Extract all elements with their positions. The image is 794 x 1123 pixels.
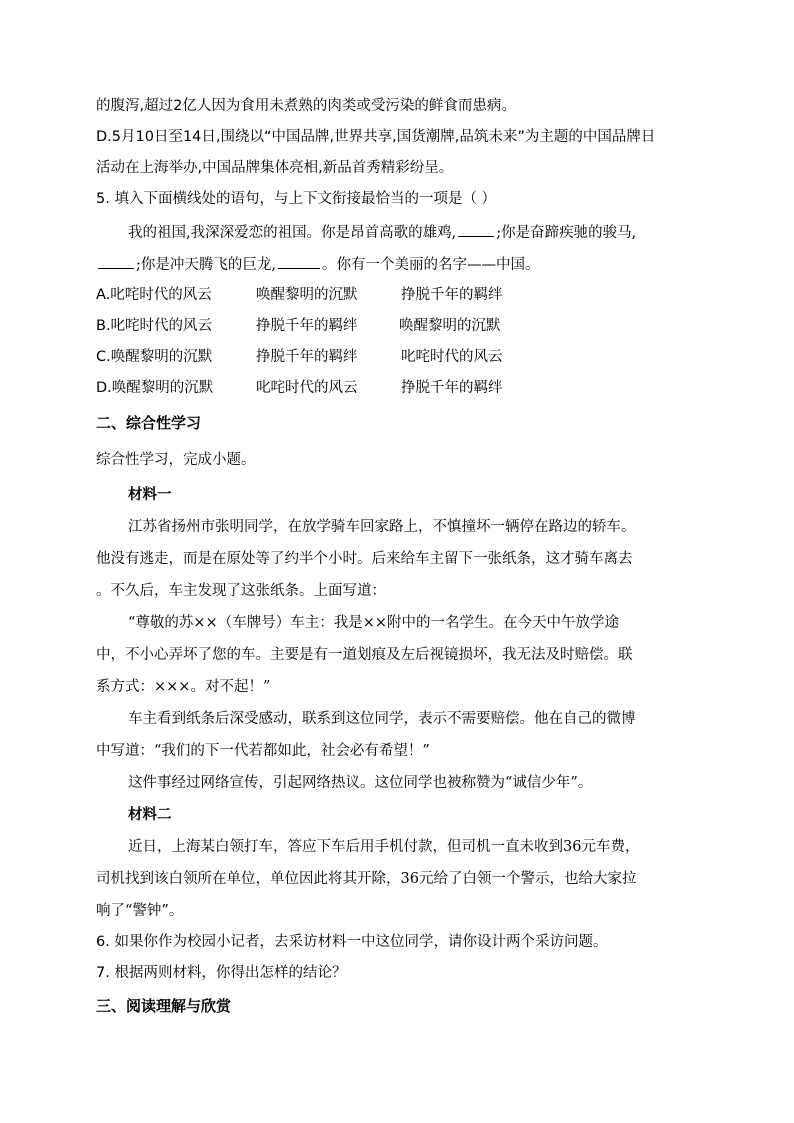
- passage-text: 我的祖国,我深深爱恋的祖国。你是昂首高歌的雄鸡,: [128, 225, 457, 241]
- option-part: 唤醒黎明的沉默: [399, 318, 501, 334]
- option-part: 叱咤时代的风云: [256, 380, 358, 396]
- q5-passage-line-1: [128, 222, 636, 243]
- material-1-line: “尊敬的苏××（车牌号）车主：我是××附中的一名学生。在今天中午放学途: [128, 615, 620, 631]
- option-part: 挣脱千年的羁绊: [401, 380, 503, 396]
- passage-text: ;你是奋蹄疾驰的骏马,: [496, 225, 637, 241]
- text-line: 活动在上海举办,中国品牌集体亮相,新品首秀精彩纷呈。: [96, 160, 454, 176]
- section-2-heading: 二、综合性学习: [96, 414, 202, 432]
- question-7: 7. 根据两则材料，你得出怎样的结论？: [96, 965, 347, 981]
- material-2-line: 司机找到该白领所在单位，单位因此将其开除，36元给了白领一个警示，也给大家拉: [96, 871, 637, 887]
- answer-blank-1: [458, 222, 494, 237]
- option-part: 唤醒黎明的沉默: [256, 287, 358, 303]
- passage-text: ;你是冲天腾飞的巨龙,: [136, 257, 276, 273]
- material-1-line: 中写道：“我们的下一代若都如此，社会必有希望！”: [96, 743, 430, 759]
- material-2-line: 近日，上海某白领打车，答应下车后用手机付款，但司机一直未收到36元车费，: [128, 839, 640, 855]
- material-2-title: 材料二: [128, 806, 172, 823]
- option-part: 挣脱千年的羁绊: [256, 349, 358, 365]
- section-3-heading: 三、阅读理解与欣赏: [96, 997, 232, 1015]
- option-a: [96, 285, 696, 305]
- material-1-line: 江苏省扬州市张明同学，在放学骑车回家路上，不慎撞坏一辆停在路边的轿车。: [128, 519, 636, 535]
- material-1-line: 系方式：×××。对不起！”: [96, 679, 271, 695]
- answer-blank-3: [278, 254, 320, 269]
- option-c: [96, 347, 696, 367]
- option-part: 叱咤时代的风云: [401, 349, 503, 365]
- option-b: [96, 316, 696, 336]
- question-6: 6. 如果你作为校园小记者，去采访材料一中这位同学，请你设计两个采访问题。: [96, 934, 608, 950]
- material-1-title: 材料一: [128, 486, 172, 503]
- passage-text: 。你有一个美丽的名字——中国。: [322, 257, 540, 273]
- material-1-line: 。不久后，车主发现了这张纸条。上面写道：: [96, 583, 386, 599]
- text-line: 的腹泻,超过2亿人因为食用未煮熟的肉类或受污染的鲜食而患病。: [96, 98, 516, 114]
- option-d: [96, 378, 696, 398]
- material-1-line: 他没有逃走，而是在原处等了约半个小时。后来给车主留下一张纸条，这才骑车离去: [96, 551, 633, 567]
- material-2-line: 响了“警钟”。: [96, 903, 184, 919]
- material-1-line: 这件事经过网络宣传，引起网络热议。这位同学也被称赞为“诚信少年”。: [128, 775, 593, 791]
- option-part: B.叱咤时代的风云: [96, 318, 213, 334]
- material-1-line: 中，不小心弄坏了您的车。主要是有一道划痕及左后视镜损坏，我无法及时赔偿。联: [96, 647, 633, 663]
- material-1-line: 车主看到纸条后深受感动，联系到这位同学，表示不需要赔偿。他在自己的微博: [128, 711, 636, 727]
- option-d-prev: D.5月10日至14日,围绕以“中国品牌,世界共享,国货潮牌,品筑未来”为主题的中国品牌日: [96, 129, 656, 145]
- option-part: 挣脱千年的羁绊: [256, 318, 358, 334]
- option-part: C.唤醒黎明的沉默: [96, 349, 213, 365]
- option-part: 挣脱千年的羁绊: [401, 287, 503, 303]
- question-5-stem: 5. 填入下面横线处的语句，与上下文衔接最恰当的一项是（ ）: [96, 191, 497, 207]
- section-2-intro: 综合性学习，完成小题。: [96, 452, 256, 468]
- option-part: D.唤醒黎明的沉默: [96, 380, 214, 396]
- answer-blank-2: [98, 254, 134, 269]
- option-part: A.叱咤时代的风云: [96, 287, 212, 303]
- q5-passage-line-2: [96, 254, 540, 275]
